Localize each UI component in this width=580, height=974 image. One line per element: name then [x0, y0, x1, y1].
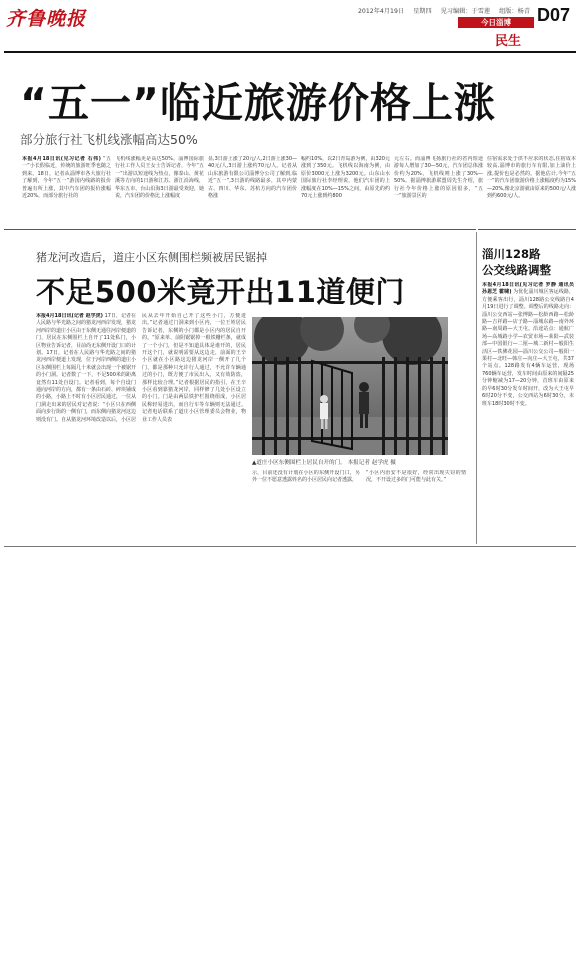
lead-column: 幅约10%，以2日青岛游为例，由320元涨到了350元。飞机线以海南为例，由原价3000元上涨为3200元。山东山水国际旅行社李经理说，他们汽车团的上涨幅度在10%—15%之间，由原先的约70元上涨到约800 — [301, 156, 390, 200]
story2-column: 示，目前还没有计划在小区的东侧开设门口，另外一位不愿意透露姓名的小区居民向记者透露， — [252, 470, 360, 484]
section-divider — [478, 229, 576, 230]
issue-designer: 组版：杨青 — [499, 8, 531, 15]
photo-caption: ▲道庄小区东侧围栏上居民自开的门。 本报记者 赵学虎 摄 — [252, 460, 396, 466]
lead-column: 住宿需求处于供不应求的状态,住宿成本较高,淄博市的旅行车有限,加上油价上涨,提价也是必然的。据他估计,今年“五一”的汽车团旅游价格上涨幅度约为15%—20%,像北京游就由原来的500元/人涨到约600元/人。 — [487, 156, 576, 200]
story2-photo — [252, 317, 448, 455]
issue-editor: 见习编辑：于雪莲 — [440, 8, 491, 15]
issue-date: 2012年4月19日 — [358, 8, 405, 15]
story2-column: “小区内治安不是很好，经常出现失窃的情况，不开设过多的门可能与此有关。” — [366, 470, 466, 484]
fence-gate-photo — [252, 317, 448, 455]
masthead-rule — [4, 51, 576, 53]
story2-column — [36, 313, 136, 541]
lead-headline: “五一”临近旅游价格上涨 — [20, 79, 496, 127]
story3-headline-line2: 公交线路调整 — [482, 263, 551, 277]
section-divider — [4, 229, 476, 230]
lead-column-text: “五一”小长假临近，传统的旅游旺季也随之到来。18日，记者从淄博市各大旅行社了解到，今年“五一”游国内线路的报价普遍有所上涨，其中汽车团的报价涨幅近20%，而部分旅行社的 — [22, 156, 111, 200]
story3-dateline: 本报4月18日讯(见习记者 罗静 通讯员 孙恩芝 霍啸) — [482, 282, 574, 296]
section-name: 民生 — [495, 34, 522, 49]
lead-subheadline: 部分旅行社飞机线涨幅高达50% — [20, 132, 198, 147]
lead-body — [22, 156, 576, 224]
issue-weekday: 星期四 — [413, 8, 432, 15]
story3-body — [482, 282, 574, 544]
story2-dateline: 本报4月18日讯(记者 赵学虎) — [36, 313, 103, 319]
content-bottom-rule — [4, 546, 576, 547]
story2-column: 民从去年开始自己开了这些小门，方便进出。”记者通过门洞来到小区内，一位王姓居民告诉记者，东侧的小门都是小区内的居民自开的。“原来单、前阴锯锯掉一根铁栅栏条，就成了一个小门，但是不知道具体是谁开的，居民开这个门，就说明需要从这边走，前面的王辛小区就在小区路这边猪龙河岸一侧开了几个门，都是那种只允许行人通过，不允许车辆通过的小门，既方便了市民出入，又有效防盗，那样比较合理。”记者根据居民的指引，在王辛小区看到靠猪龙河岸，同样修了几处小区设立的小门。门是由两层铁护栏围绕组成，小区居民称轻易进出，而自行车等车辆则无法通过。记者电话联系了道庄小区管理委员会物业，物业工作人员表 — [142, 313, 246, 423]
story2-column-text: 17日，记者在人民路与华光路之间的猪龙河西岸发现，猪龙河西岸的道庄小区由于东侧无通往河岸便道的门，居民在东侧围栏上自开了11处私门，小区物业告诉记者，目前尚无东侧开设门口的计划。17日，记者在人民路与华光路之间的猪龙河西岸便道上发现，位于河岸西侧的道庄小区东侧围栏上每隔几十米就会出现一个被锯开的小门洞。记者数了一下，不足500米的距离竟然有11处自设门。记者看到，每个自设门通向河岸的方向，都有一条由石砖、碎块铺成的小路，小路上不时有小区居民通过，一位从门洞走出来的居民对记者说：“小区只在西侧面向步行街的一侧有门，而东侧向猪龙河这边则没有门。自从猪龙河环境改造以后，小区居 — [36, 313, 136, 423]
lead-column: 元左右。而淄博飞扬旅行社的省内短途游每人增加了30—50元，汽车团总体涨价约为20%，飞机线则上涨了30%—50%。据淄博旅游联盟周先生介绍，旅行社今年价格上涨的原因很多，“五一”旅游景区的 — [394, 156, 483, 200]
lead-dateline: 本报4月18日讯(见习记者 石伟) — [22, 156, 101, 162]
story3-body-text: 为优化淄川城区客运线路，方便乘客出行，淄川128路公交线路自4月19日进行了调整。调整后的线路走向：淄川公交西站—张博路—松龄西路—松龄路—吉祥路—店子路—淄城东路—南外环路—南周路—大王屯。沿途站点：通航广场—高城路小学—农贸市场—莱阳—武装部—中国银行—二厘—城二新村—般阳生活区—铁佛花园—淄川公交公司—般阳一果村—北旺—韩庄—向庄—大王屯，共37个站点。128路发有4辆车运营，现场760辆车运营，发车时间由原来的间隔25分钟缩减为17—20分钟，首班车由原来的早6时30分发车时间开，改为大王屯早6时20分不变，公交西站为6时30分，末班车18时30时不变。 — [482, 289, 574, 407]
lead-column: 飞机线涨幅更是高达50%。淄博国际旅行社工作人员王女士告诉记者，今年“五一”出游以短途线为热点，像泰山、黄花溪等方向的1日游和江苏、浙江沿海线，华东五市、台山沿海3日游最受欢迎，她说，汽车团的价格比上涨幅度 — [115, 156, 204, 200]
brand-logo: 齐鲁晚报 — [6, 8, 87, 30]
lead-column — [22, 156, 111, 224]
issue-info — [358, 6, 537, 15]
page-code: D07 — [537, 5, 571, 25]
story2-headline: 不足500米竟开出11道便门 — [36, 275, 405, 309]
story3-headline — [482, 246, 576, 278]
column-divider — [476, 232, 477, 544]
story2-kicker: 猪龙河改造后，道庄小区东侧围栏频被居民锯掉 — [36, 251, 267, 264]
lead-column: 显,3日游上涨了20元/人,2日游上涨30—40元/人,3日游上涨约70元/人。记者从山东旅游有限公司淄博分公司了解到,临近“五一”,3日游的线路最多，其中内蒙古、四川、华东、苏杭方向的汽车团价格涨 — [208, 156, 297, 200]
story3-headline-line1: 淄川128路 — [482, 247, 541, 261]
section-bar: 今日淄博 — [458, 17, 534, 28]
masthead — [0, 0, 580, 50]
